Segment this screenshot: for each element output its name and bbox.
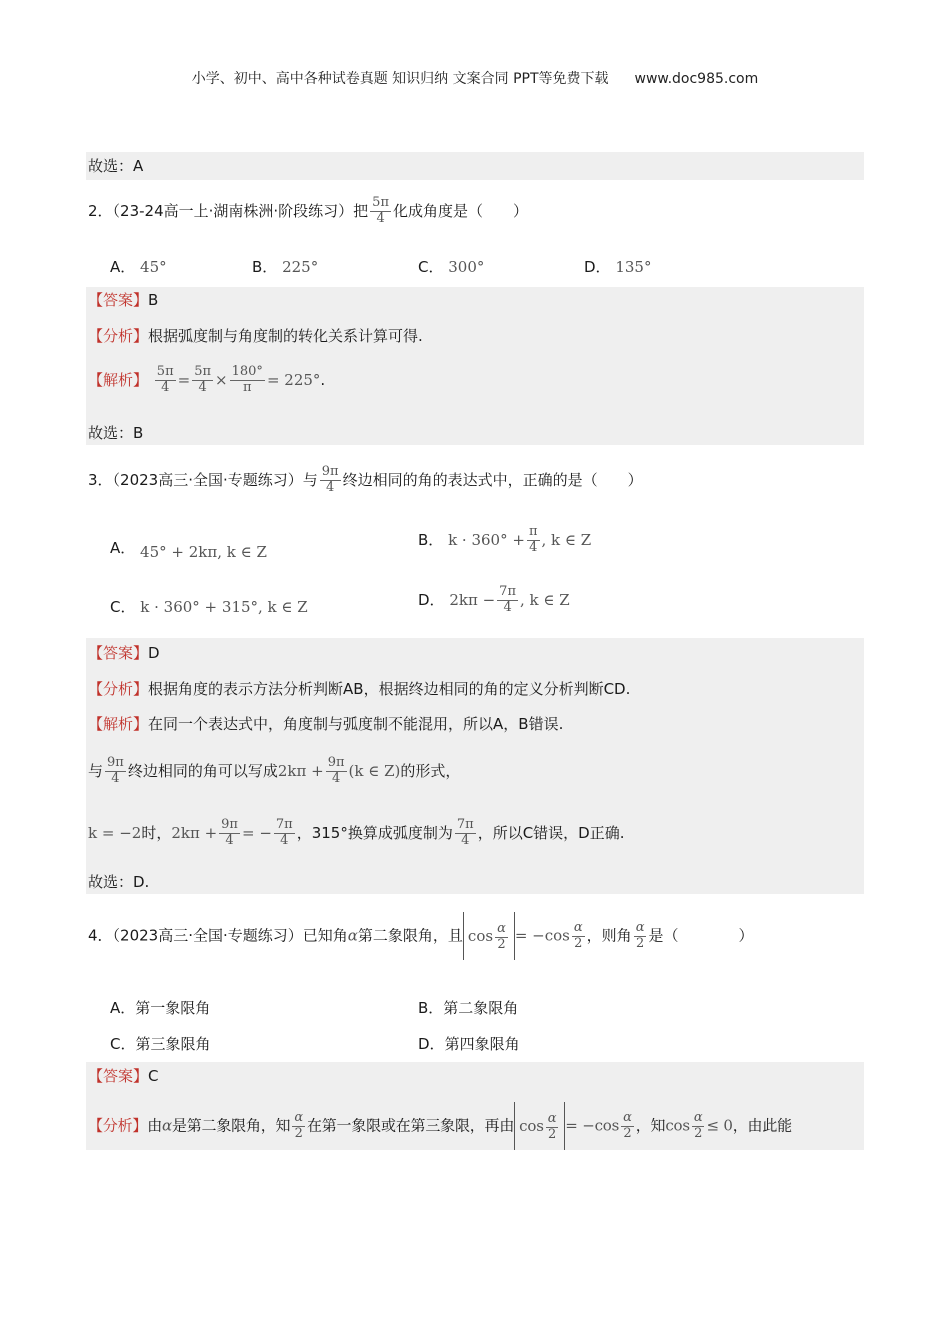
q3-answer: 【答案】D [88, 644, 160, 662]
q2-answer: 【答案】B [88, 291, 159, 309]
q3-option-d[interactable]: D． 2kπ − $\frac{7\pi}{4}$ , k ∈ Z [418, 584, 570, 615]
q3-option-a[interactable]: A． 45° + 2kπ, k ∈ Z [110, 539, 267, 561]
q4-answer: 【答案】C [88, 1067, 159, 1085]
q3-solution-line2: 与 $\frac{9\pi}{4}$ 终边相同的角可以写成2kπ + $\frac{9\pi}{4}$ (k ∈ Z)的形式， [88, 755, 461, 786]
q3-option-b[interactable]: B． k · 360° + $\frac{\pi}{4}$ , k ∈ Z [418, 524, 592, 555]
q2-solution: 【解析】 $\frac{5\pi}{4}$ = $\frac{5\pi}{4}$ × $\frac{180^\circ}{\pi}$ = 225°. [88, 364, 326, 395]
header-text: 小学、初中、高中各种试卷真题 知识归纳 文案合同 PPT等免费下载 [191, 71, 609, 87]
page-header [0, 68, 950, 88]
q2-option-c[interactable]: C． 300° [418, 258, 485, 276]
q4-option-d[interactable]: D．第四象限角 [418, 1035, 520, 1053]
q3-stem: 3．（2023高三·全国·专题练习）与 $\frac{9\pi}{4}$ 终边相同的角的表达式中，正确的是（ ） [88, 464, 643, 495]
prev-choice: 故选：A [88, 157, 144, 175]
q3-solution: 【解析】在同一个表达式中，角度制与弧度制不能混用，所以A，B错误. [88, 715, 564, 733]
q2-tail: 化成角度是（ ） [393, 202, 529, 220]
q3-choice: 故选：D. [88, 873, 150, 891]
header-site: www.doc985.com [634, 71, 759, 87]
q4-option-c[interactable]: C．第三象限角 [110, 1035, 211, 1053]
q3-analysis: 【分析】根据角度的表示方法分析判断AB，根据终边相同的角的定义分析判断CD. [88, 680, 631, 698]
q4-option-a[interactable]: A．第一象限角 [110, 999, 211, 1017]
q4-stem: 4．（2023高三·全国·专题练习）已知角α第二象限角，且 cos $\frac{\alpha}{2}$ = −cos $\frac{\alpha}{2}$ ，则角 $\frac{\alpha}{2}$ 是（ ） [88, 912, 753, 960]
shade-prev [86, 152, 864, 180]
q2-number: 2． [88, 202, 113, 220]
q2-option-b[interactable]: B． 225° [252, 258, 319, 276]
q2-stem [88, 193, 528, 229]
q2-option-a[interactable]: A． 45° [110, 258, 167, 276]
q3-solution-line3: k = −2时，2kπ + $\frac{9\pi}{4}$ = − $\frac{7\pi}{4}$ ，315°换算成弧度制为 $\frac{7\pi}{4}$ ，所以C错误，D正确. [88, 817, 625, 848]
q4-option-b[interactable]: B．第二象限角 [418, 999, 519, 1017]
q2-fraction: $\frac{5\pi}{4}$ [372, 195, 389, 226]
q2-source: （23-24高一上·湖南株洲·阶段练习）把 [112, 202, 369, 220]
q4-analysis: 【分析】由α是第二象限角，知 $\frac{\alpha}{2}$ 在第一象限或在第三象限，再由 cos $\frac{\alpha}{2}$ = −cos $\frac{\alpha}{2}$ ，知cos $\frac{\alpha}{2}$ ≤ 0，由此能 [88, 1102, 792, 1150]
q2-analysis: 【分析】根据弧度制与角度制的转化关系计算可得. [88, 327, 423, 345]
q2-option-d[interactable]: D． 135° [584, 258, 652, 276]
q3-option-c[interactable]: C． k · 360° + 315°, k ∈ Z [110, 598, 308, 616]
q2-choice: 故选：B [88, 424, 144, 442]
